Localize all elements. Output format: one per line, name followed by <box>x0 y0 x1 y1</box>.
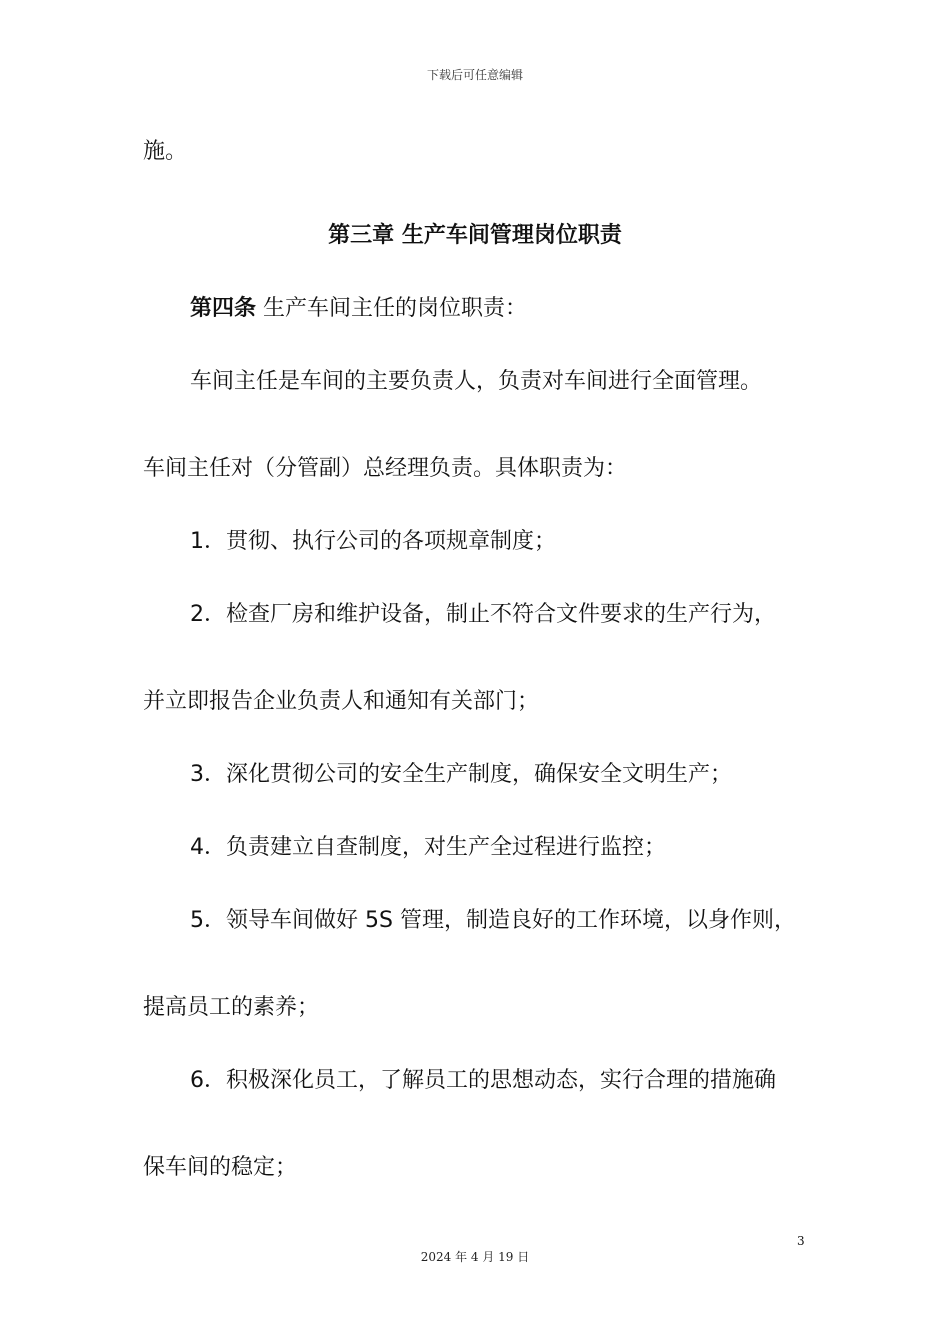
list-item: 2．检查厂房和维护设备，制止不符合文件要求的生产行为， <box>190 602 776 627</box>
paragraph-line: 车间主任对（分管副）总经理负责。具体职责为： <box>143 456 628 481</box>
list-item: 6．积极深化员工，了解员工的思想动态，实行合理的措施确 <box>190 1068 776 1093</box>
chapter-title: 第三章 生产车间管理岗位职责 <box>328 223 622 248</box>
page-footer-date: 2024 年 4 月 19 日 <box>420 1250 530 1264</box>
list-item: 1．贯彻、执行公司的各项规章制度； <box>190 529 556 554</box>
list-item-continuation: 保车间的稳定； <box>143 1155 298 1180</box>
paragraph-line: 车间主任是车间的主要负责人，负责对车间进行全面管理。 <box>190 369 763 394</box>
list-item: 4．负责建立自查制度，对生产全过程进行监控； <box>190 835 666 860</box>
page-header: 下载后可任意编辑 <box>426 68 523 82</box>
continuation-text: 施。 <box>143 139 188 164</box>
article-heading <box>190 295 527 323</box>
page-number: 3 <box>797 1234 805 1248</box>
list-item: 5．领导车间做好 5S 管理，制造良好的工作环境，以身作则， <box>190 908 796 933</box>
list-item-continuation: 并立即报告企业负责人和通知有关部门； <box>143 689 540 714</box>
article-label: 第四条 <box>190 296 257 321</box>
article-text: 生产车间主任的岗位职责： <box>256 296 528 321</box>
list-item: 3．深化贯彻公司的安全生产制度，确保安全文明生产； <box>190 762 732 787</box>
list-item-continuation: 提高员工的素养； <box>143 995 320 1020</box>
